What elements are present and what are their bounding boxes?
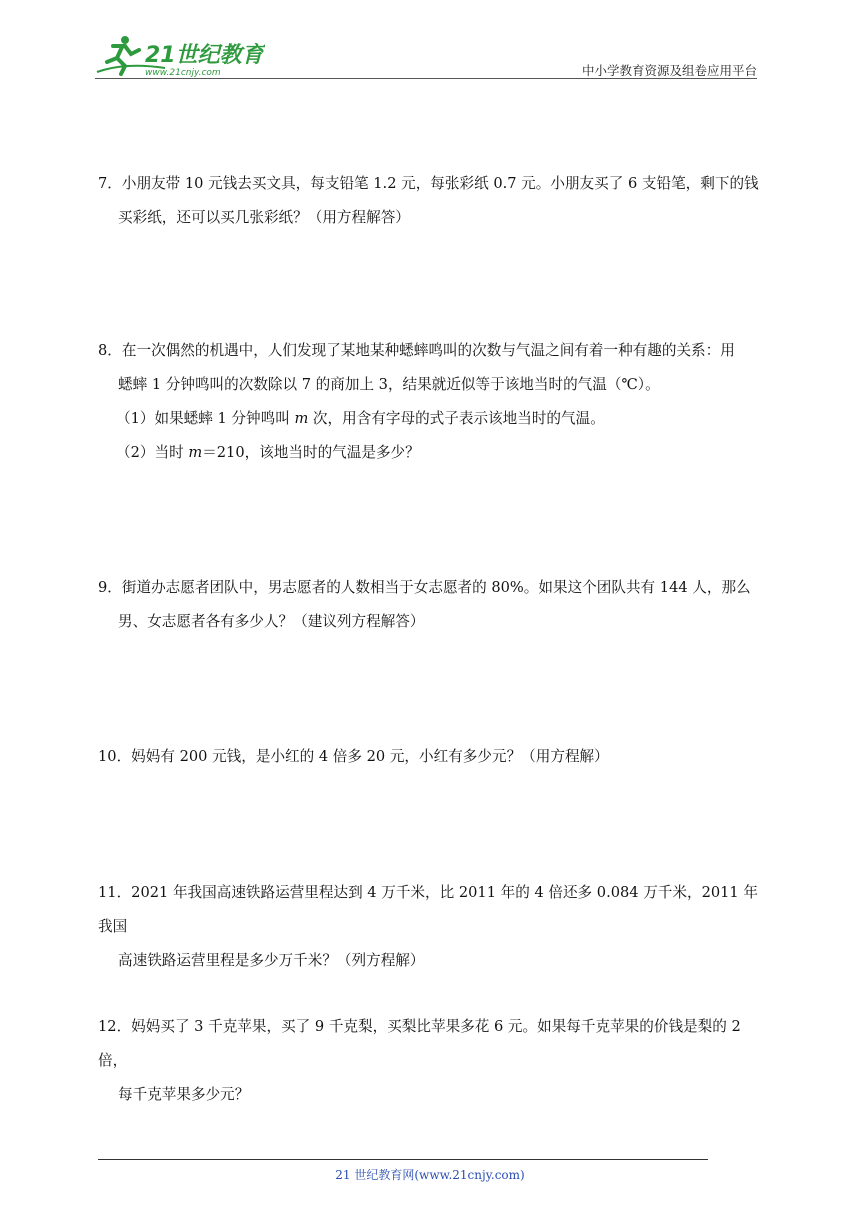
- footer-link[interactable]: 21 世纪教育网(www.21cnjy.com): [335, 1168, 525, 1182]
- question-text-cont: 男、女志愿者各有多少人？（建议列方程解答）: [118, 613, 425, 630]
- logo-url: www.21cnjy.com: [145, 68, 221, 78]
- question-text: 8．在一次偶然的机遇中，人们发现了某地某种蟋蟀鸣叫的次数与气温之间有着一种有趣的关系：用: [98, 342, 735, 359]
- runner-logo-icon: [95, 32, 265, 78]
- platform-title: 中小学教育资源及组卷应用平台: [581, 63, 757, 78]
- question-8: [98, 334, 762, 470]
- question-12: [98, 1010, 762, 1112]
- question-text: 12．妈妈买了 3 千克苹果，买了 9 千克梨，买梨比苹果多花 6 元。如果每千克苹果的价钱是梨的 2 倍，: [98, 1018, 741, 1069]
- question-text-cont: 蟋蟀 1 分钟鸣叫的次数除以 7 的商加上 3，结果就近似等于该地当时的气温（℃）。: [118, 376, 660, 393]
- question-9: [98, 571, 762, 639]
- question-text: 9．街道办志愿者团队中，男志愿者的人数相当于女志愿者的 80%。如果这个团队共有 144 人，那么: [98, 579, 751, 596]
- header-divider: [95, 78, 757, 79]
- question-10: [98, 740, 762, 774]
- site-logo: [95, 32, 265, 78]
- question-7: [98, 167, 762, 235]
- question-text-cont: 买彩纸，还可以买几张彩纸？（用方程解答）: [118, 209, 410, 226]
- logo-text: 21世纪教育: [145, 43, 264, 68]
- sub-question-2: （2）当时 m＝210，该地当时的气温是多少？: [116, 444, 420, 461]
- question-text: 7．小朋友带 10 元钱去买文具，每支铅笔 1.2 元，每张彩纸 0.7 元。小朋友买了 6 支铅笔，剩下的钱: [98, 175, 759, 192]
- sub-question-1: （1）如果蟋蟀 1 分钟鸣叫 m 次，用含有字母的式子表示该地当时的气温。: [116, 410, 605, 427]
- question-text-cont: 每千克苹果多少元？: [118, 1086, 250, 1103]
- question-text-cont: 高速铁路运营里程是多少万千米？（列方程解）: [118, 952, 425, 969]
- footer-divider: [98, 1159, 708, 1160]
- question-text: 10．妈妈有 200 元钱，是小红的 4 倍多 20 元，小红有多少元？（用方程解）: [98, 748, 609, 765]
- question-text: 11．2021 年我国高速铁路运营里程达到 4 万千米，比 2011 年的 4 倍还多 0.084 万千米，2011 年我国: [98, 884, 758, 935]
- question-11: [98, 876, 762, 978]
